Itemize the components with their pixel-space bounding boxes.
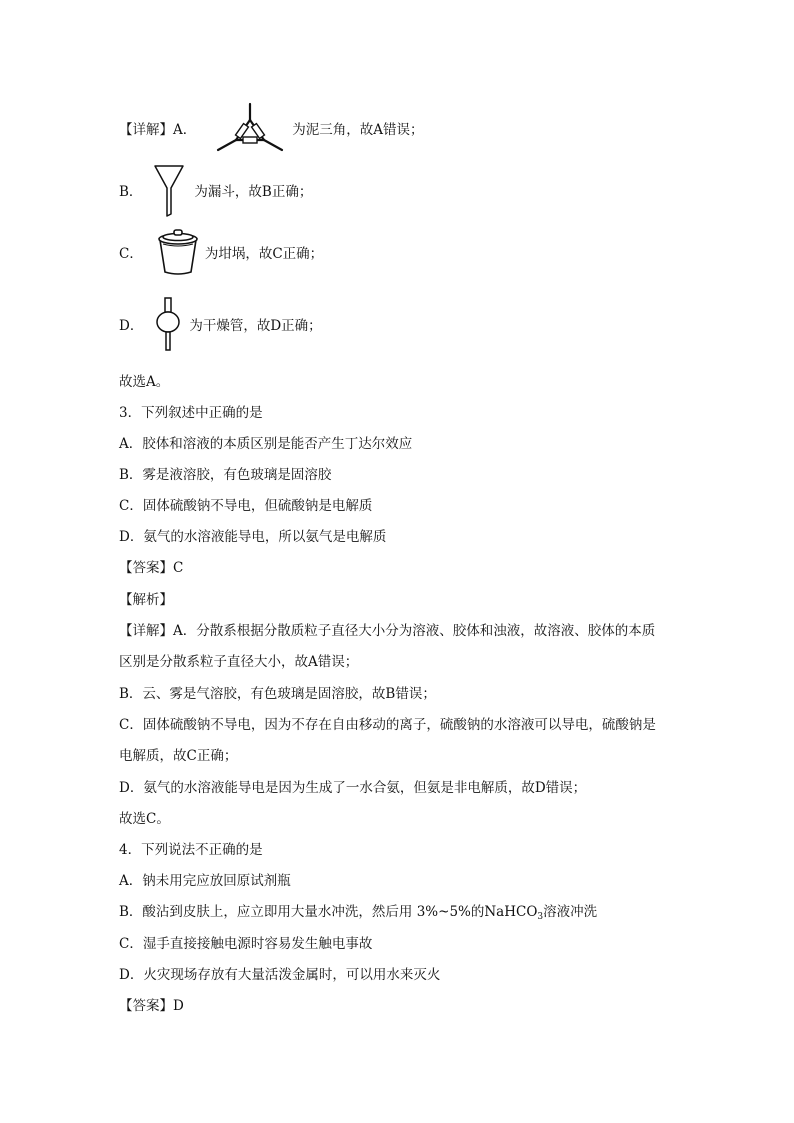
detail-row-b xyxy=(119,162,312,218)
detail-a-prefix: 【详解】A． xyxy=(119,122,197,138)
drying-tube-icon xyxy=(153,296,183,352)
q4-answer: 【答案】D xyxy=(119,998,184,1014)
q4-option-d: D．火灾现场存放有大量活泼金属时，可以用水来灭火 xyxy=(119,967,441,983)
q4-option-b-text: B．酸沾到皮肤上，应立即用大量水冲洗，然后用 3%~5%的NaHCO xyxy=(119,904,538,920)
q4-option-a: A．钠未用完应放回原试剂瓶 xyxy=(119,873,291,889)
q3-detail-line-7: 故选C。 xyxy=(119,811,170,827)
q4-option-b xyxy=(119,902,597,927)
detail-c-suffix: 为坩埚，故C正确； xyxy=(204,246,324,262)
q3-option-a: A．胶体和溶液的本质区别是能否产生丁达尔效应 xyxy=(119,436,413,452)
q3-detail-line-5: 电解质，故C正确； xyxy=(119,748,238,764)
q3-stem: 3．下列叙述中正确的是 xyxy=(119,405,263,421)
q2-conclusion: 故选A。 xyxy=(119,374,170,390)
detail-b-prefix: B． xyxy=(119,184,143,200)
detail-row-c xyxy=(119,228,323,276)
q3-option-b: B．雾是液溶胶，有色玻璃是固溶胶 xyxy=(119,467,332,483)
detail-c-prefix: C． xyxy=(119,246,143,262)
q3-detail-line-1: 【详解】A．分散系根据分散质粒子直径大小分为溶液、胶体和浊液，故溶液、胶体的本质 xyxy=(119,623,656,639)
detail-row-a xyxy=(119,100,424,156)
detail-a-suffix: 为泥三角，故A错误； xyxy=(292,122,424,138)
detail-d-suffix: 为干燥管，故D正确； xyxy=(189,318,322,334)
q3-option-c: C．固体硫酸钠不导电，但硫酸钠是电解质 xyxy=(119,498,373,514)
q3-detail-line-4: C．固体硫酸钠不导电，因为不存在自由移动的离子，硫酸钠的水溶液可以导电，硫酸钠是 xyxy=(119,717,656,733)
funnel-icon xyxy=(152,162,186,218)
q3-answer: 【答案】C xyxy=(119,560,184,576)
q3-detail-line-2: 区别是分散系粒子直径大小，故A错误； xyxy=(119,654,359,670)
clay-triangle-icon xyxy=(210,100,290,156)
detail-row-d xyxy=(119,296,322,352)
detail-b-suffix: 为漏斗，故B正确； xyxy=(194,184,313,200)
q3-detail-line-6: D．氨气的水溶液能导电是因为生成了一水合氨，但氨是非电解质，故D错误； xyxy=(119,780,587,796)
q3-option-d: D．氨气的水溶液能导电，所以氨气是电解质 xyxy=(119,529,387,545)
q4-option-c: C．湿手直接接触电源时容易发生触电事故 xyxy=(119,936,373,952)
q3-detail-line-3: B．云、雾是气溶胶，有色玻璃是固溶胶，故B错误； xyxy=(119,686,436,702)
q4-stem: 4．下列说法不正确的是 xyxy=(119,842,263,858)
detail-d-prefix: D． xyxy=(119,318,144,334)
crucible-icon xyxy=(155,228,201,276)
q4-option-b-tail: 溶液冲洗 xyxy=(543,904,598,920)
q4-option-b-subscript: 3 xyxy=(537,912,544,922)
q3-analysis-label: 【解析】 xyxy=(119,592,173,608)
